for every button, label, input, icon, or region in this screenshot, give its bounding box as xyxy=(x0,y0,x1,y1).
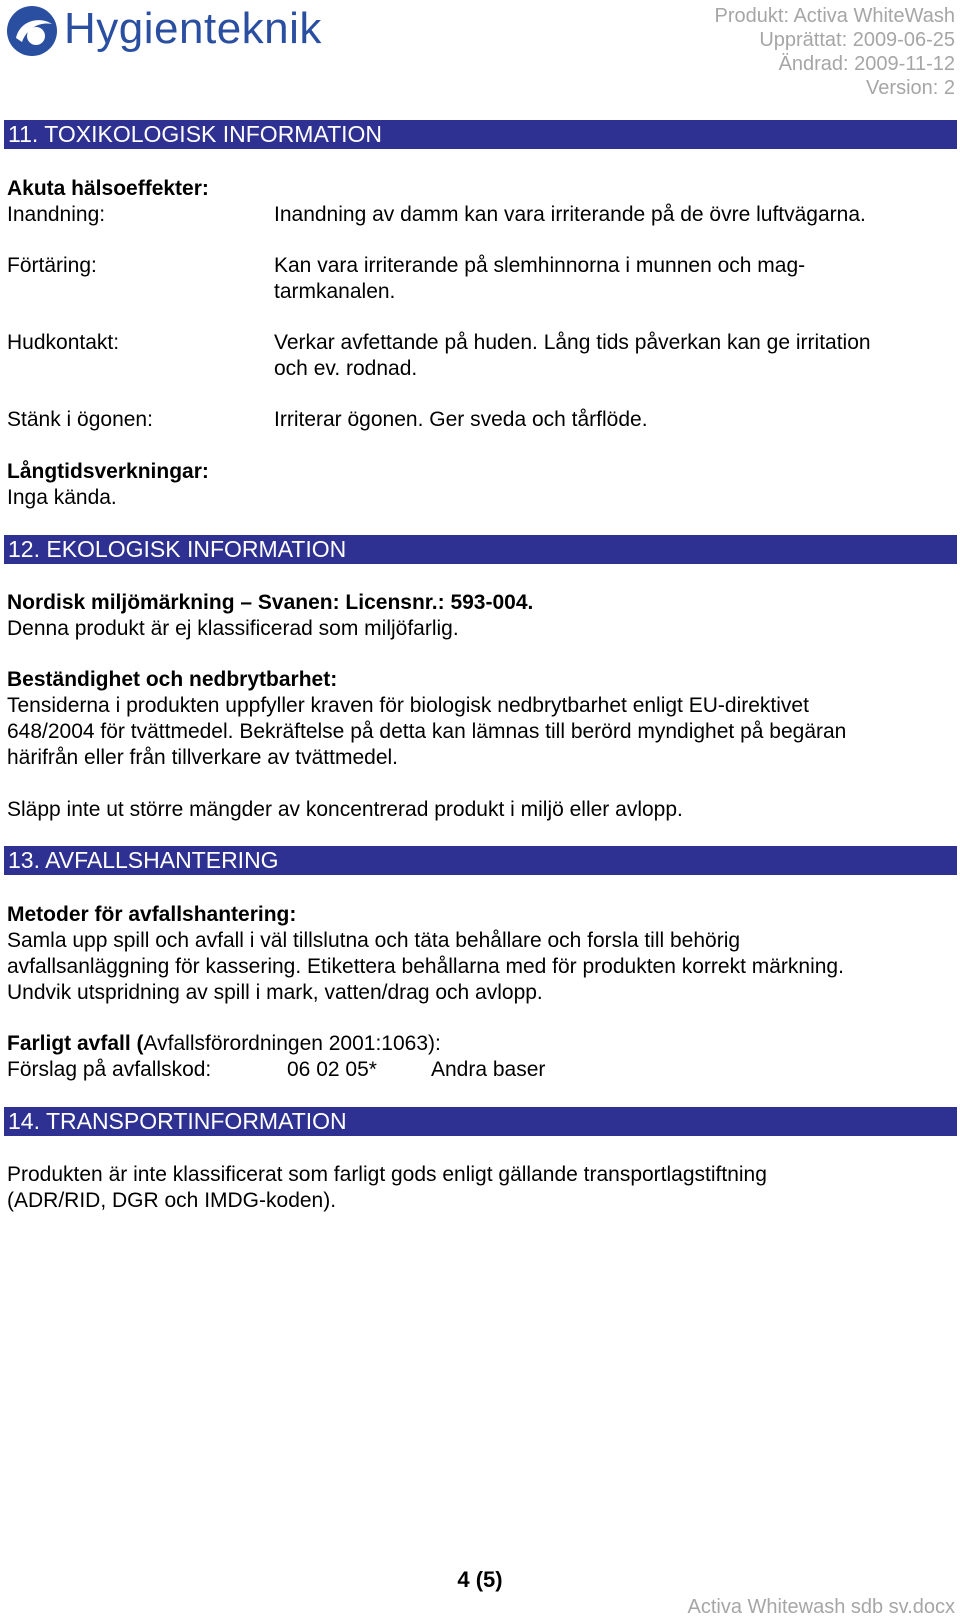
company-logo xyxy=(6,2,336,60)
waste-code-description: Andra baser xyxy=(431,1058,546,1081)
document-meta xyxy=(715,4,955,100)
waste-code: 06 02 05* xyxy=(287,1058,377,1081)
inhalation-text: Inandning av damm kan vara irriterande på de övre luftvägarna. xyxy=(274,203,866,226)
disposal-methods-heading: Metoder för avfallshantering: xyxy=(7,903,297,926)
hazardous-waste-line xyxy=(7,1030,441,1057)
changed-date: Ändrad: 2009-11-12 xyxy=(778,53,955,75)
transport-line2: (ADR/RID, DGR och IMDG-koden). xyxy=(7,1189,337,1212)
persistence-line2: 648/2004 för tvättmedel. Bekräftelse på detta kan lämnas till berörd myndighet på begäran xyxy=(7,720,847,743)
file-name: Activa Whitewash sdb sv.docx xyxy=(687,1596,955,1618)
section-12-title: 12. EKOLOGISK INFORMATION xyxy=(4,535,957,564)
created-date: Upprättat: 2009-06-25 xyxy=(759,29,955,51)
long-term-heading: Långtidsverkningar: xyxy=(7,460,209,483)
nordic-ecolabel-heading: Nordisk miljömärkning – Svanen: Licensnr.: 593-004. xyxy=(7,591,534,614)
waste-code-label: Förslag på avfallskod: xyxy=(7,1058,212,1081)
inhalation-label: Inandning: xyxy=(7,203,106,226)
ingestion-text-line1: Kan vara irriterande på slemhinnorna i munnen och mag- xyxy=(274,254,806,277)
disposal-methods-line2: avfallsanläggning för kassering. Etikettera behållarna med för produkten korrekt märkning. xyxy=(7,955,844,978)
long-term-text: Inga kända. xyxy=(7,486,117,509)
version-label: Version: 2 xyxy=(866,77,955,99)
nordic-ecolabel-text: Denna produkt är ej klassificerad som miljöfarlig. xyxy=(7,617,459,640)
page-number: 4 (5) xyxy=(457,1567,503,1592)
logo-text: Hygienteknik xyxy=(64,4,322,53)
persistence-line1: Tensiderna i produkten uppfyller kraven för biologisk nedbrytbarhet enligt EU-direktivet xyxy=(7,694,809,717)
disposal-methods-line3: Undvik utspridning av spill i mark, vatten/drag och avlopp. xyxy=(7,981,543,1004)
product-name: Produkt: Activa WhiteWash xyxy=(714,5,955,27)
hazardous-waste-regulation: Avfallsförordningen 2001:1063): xyxy=(143,1032,441,1055)
release-warning: Släpp inte ut större mängder av koncentrerad produkt i miljö eller avlopp. xyxy=(7,798,683,821)
disposal-methods-line1: Samla upp spill och avfall i väl tillslutna och täta behållare och forsla till behörig xyxy=(7,929,741,952)
skin-contact-text-line2: och ev. rodnad. xyxy=(274,357,418,380)
hazardous-waste-bold: Farligt avfall ( xyxy=(7,1032,144,1055)
persistence-line3: härifrån eller från tillverkare av tvättmedel. xyxy=(7,746,398,769)
acute-effects-heading: Akuta hälsoeffekter: xyxy=(7,177,209,200)
section-11-title: 11. TOXIKOLOGISK INFORMATION xyxy=(4,120,957,149)
section-13-title: 13. AVFALLSHANTERING xyxy=(4,846,957,875)
persistence-heading: Beständighet och nedbrytbarhet: xyxy=(7,668,338,691)
skin-contact-text-line1: Verkar avfettande på huden. Lång tids påverkan kan ge irritation xyxy=(274,331,871,354)
section-14-title: 14. TRANSPORTINFORMATION xyxy=(4,1107,957,1136)
eye-contact-label: Stänk i ögonen: xyxy=(7,408,153,431)
eye-contact-text: Irriterar ögonen. Ger sveda och tårflöde. xyxy=(274,408,648,431)
transport-line1: Produkten är inte klassificerat som farligt gods enligt gällande transportlagstiftning xyxy=(7,1163,767,1186)
ingestion-text-line2: tarmkanalen. xyxy=(274,280,396,303)
logo-mark-icon xyxy=(6,2,62,60)
ingestion-label: Förtäring: xyxy=(7,254,97,277)
skin-contact-label: Hudkontakt: xyxy=(7,331,120,354)
